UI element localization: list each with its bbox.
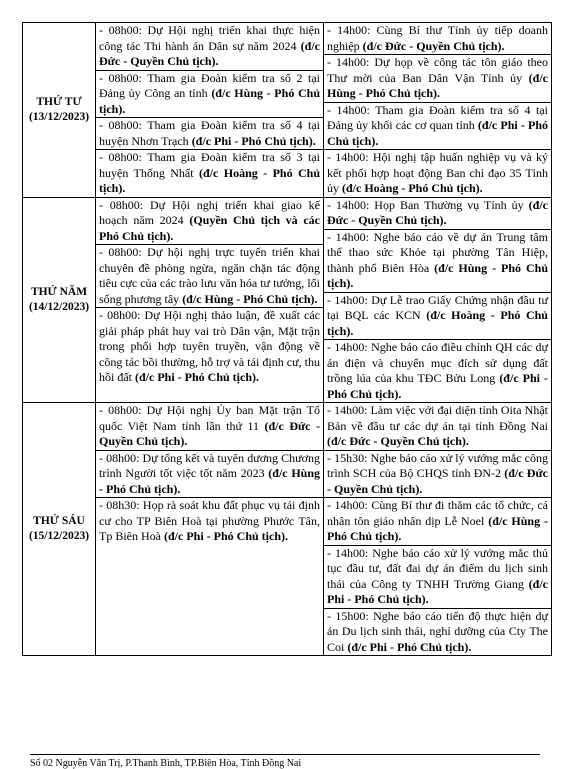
schedule-entry	[324, 450, 551, 498]
entry-assignee: (đ/c Đức - Quyền Chủ tịch).	[362, 38, 505, 53]
day-name: THỨ SÁU	[33, 515, 85, 527]
entry-assignee: (đ/c Đức - Quyền Chủ tịch).	[327, 466, 548, 496]
entry-text: - 14h00: Nghe báo cáo về dự án Trung tâm thể thao sức Khỏe tại phường Tân Hiệp, thành phố Biên Hòa	[327, 229, 548, 275]
entry-text: - 08h00: Dự Hội nghị triển khai thực hiện công tác Thi hành án Dân sự năm 2024	[99, 23, 320, 53]
entry-text: - 14h00: Làm việc với đại diện tỉnh Oita Nhật Bản về đầu tư các dự án tại tỉnh Đồng Nai	[327, 403, 548, 433]
schedule-entry	[324, 545, 551, 608]
morning-cell	[96, 23, 324, 198]
entry-text: - 08h00: Tham gia Đoàn kiểm tra số 2 tại Đảng ủy Công an tỉnh	[99, 70, 320, 100]
day-date: (13/12/2023)	[28, 110, 90, 123]
schedule-entry	[96, 450, 323, 498]
entry-text: - 15h30: Nghe báo cáo xử lý vướng mắc công trình SCH của Bộ CHQS tỉnh ĐN-2	[327, 450, 548, 480]
entry-assignee: (đ/c Phi - Phó Chủ tịch).	[164, 529, 289, 543]
entry-text: - 08h00: Dự tổng kết và tuyên dương Chương trình Người tốt việc tốt năm 2023	[99, 450, 320, 480]
day-cell	[23, 197, 96, 403]
day-date: (14/12/2023)	[28, 300, 90, 313]
footer-divider	[30, 754, 540, 755]
entry-text: - 08h00: Tham gia Đoàn kiểm tra số 4 tại huyện Nhơn Trạch	[99, 118, 320, 148]
entry-text: - 14h00: Cùng Bí thư Tỉnh ủy tiếp doanh nghiệp	[327, 23, 548, 53]
entry-assignee: (đ/c Phi - Phó Chủ tịch).	[135, 370, 260, 384]
entry-assignee: (đ/c Hùng - Phó Chủ tịch).	[182, 291, 318, 306]
morning-cell	[96, 403, 324, 656]
entry-text: - 14h00: Hội nghị tập huấn nghiệp vụ và ký kết phối hợp hoạt động Ban chỉ đạo 35 Tỉnh ủy	[327, 150, 548, 195]
schedule-entry	[96, 307, 323, 386]
schedule-entry	[324, 54, 551, 102]
entry-assignee: (đ/c Phi - Phó Chủ tịch).	[327, 118, 548, 148]
schedule-entry	[96, 149, 323, 197]
morning-cell	[96, 197, 324, 403]
entry-assignee: (đ/c Hùng - Phó Chủ tịch).	[327, 513, 548, 543]
day-cell	[23, 23, 96, 198]
entry-text: - 14h00: Nghe báo cáo điều chỉnh QH các dự án điện và chuyển mục đích sử dụng đất trồng lúa của khu TĐC Bửu Long	[327, 340, 548, 385]
entry-assignee: (đ/c Phi - Phó Chủ tịch).	[191, 133, 316, 148]
footer-address: Số 02 Nguyễn Văn Trị, P.Thanh Bình, TP.Biên Hòa, Tỉnh Đồng Nai	[30, 758, 302, 769]
schedule-row	[23, 197, 552, 403]
entry-text: - 08h30: Họp rà soát khu đất phục vụ tái định cư cho TP Biên Hoà tại phường Phước Tân, Tp Biên Hoà	[99, 498, 320, 543]
schedule-entry	[324, 292, 551, 340]
entry-text: - 08h00: Dự Hội nghị triển khai giao kế hoạch năm 2024	[99, 197, 320, 227]
schedule-entry	[96, 117, 323, 149]
schedule-entry	[96, 403, 323, 450]
entry-text: - 08h00: Dự Hội nghị thảo luận, đề xuất các giải pháp phát huy vai trò Dân vận, Mặt trận trong phối hợp tuyên truyền, vận động về công tác bồi thường, hỗ trợ và tái định cư, thu hồi đất	[99, 308, 320, 384]
schedule-entry	[96, 70, 323, 118]
entry-text: - 14h00: Cùng Bí thư đi thăm các tổ chức, cá nhân tôn giáo nhân dịp Lễ Noel	[327, 498, 548, 528]
day-cell	[23, 403, 96, 656]
entry-assignee: (đ/c Hùng - Phó Chủ tịch).	[327, 70, 548, 100]
entry-assignee: (đ/c Đức - Quyền Chủ tịch).	[99, 38, 320, 68]
entry-text: - 08h00: Tham gia Đoàn kiểm tra số 3 tại huyện Thống Nhất	[99, 150, 320, 180]
schedule-entry	[324, 403, 551, 450]
entry-text: - 08h00: Dự Hội nghị Ủy ban Mặt trận Tổ quốc Việt Nam tỉnh lần thứ 11	[99, 403, 320, 433]
entry-assignee: (đ/c Đức - Quyền Chủ tịch).	[327, 197, 548, 227]
entry-assignee: (đ/c Đức - Quyền Chủ tịch).	[99, 418, 320, 448]
schedule-entry	[96, 198, 323, 245]
day-date: (15/12/2023)	[28, 530, 90, 542]
entry-text: - 14h00: Dự Lễ trao Giấy Chứng nhận đầu tư tại BQL các KCN	[327, 292, 548, 322]
schedule-entry	[96, 244, 323, 307]
afternoon-cell	[324, 23, 552, 198]
schedule-entry	[324, 149, 551, 197]
schedule-entry	[324, 229, 551, 292]
entry-assignee: (đ/c Phi - Phó Chủ tịch).	[327, 576, 548, 606]
entry-assignee: (đ/c Hoàng - Phó Chủ tịch).	[327, 308, 548, 338]
entry-text: - 14h00: Họp Ban Thường vụ Tỉnh ủy	[327, 197, 529, 212]
entry-assignee: (đ/c Hùng - Phó Chủ tịch).	[99, 86, 320, 116]
entry-assignee: (đ/c Hùng - Phó Chủ tịch).	[99, 466, 320, 496]
entry-text: - 14h00: Tham gia Đoàn kiểm tra số 4 tại Đảng ủy khối các cơ quan tỉnh	[327, 102, 548, 132]
afternoon-cell	[324, 197, 552, 403]
entry-text: - 14h00: Dự họp về công tác tôn giáo theo Thư mời của Ban Dân Vận Tỉnh ủy	[327, 55, 548, 85]
afternoon-cell	[324, 403, 552, 656]
weekly-schedule-table	[22, 22, 552, 656]
entry-assignee: (đ/c Phi - Phó Chủ tịch).	[327, 371, 548, 401]
entry-text: - 15h00: Nghe báo cáo tiến độ thực hiện dự án Du lịch sinh thái, nghỉ dưỡng của Cty The Coi	[327, 608, 548, 654]
schedule-row	[23, 403, 552, 656]
entry-assignee: (đ/c Hoàng - Phó Chủ tịch).	[99, 165, 320, 195]
entry-assignee: (đ/c Hoàng - Phó Chủ tịch).	[342, 181, 483, 195]
day-name: THỨ TƯ	[36, 95, 82, 108]
schedule-entry	[324, 497, 551, 545]
schedule-entry	[96, 497, 323, 545]
entry-assignee: (đ/c Phi - Phó Chủ tịch).	[347, 639, 472, 654]
entry-text: - 08h00: Dự hội nghị trực tuyến triển khai chuyên đề phòng ngừa, ngăn chặn tác động tiêu cực của các trào lưu văn hóa tư tưởng, lối sống phương tây	[99, 245, 320, 306]
entry-assignee: (đ/c Hùng - Phó Chủ tịch).	[327, 260, 548, 290]
schedule-entry	[324, 198, 551, 229]
entry-assignee: (Quyền Chủ tịch và các Phó Chủ tịch).	[99, 213, 321, 243]
schedule-entry	[324, 23, 551, 54]
schedule-entry	[324, 102, 551, 150]
schedule-entry	[324, 608, 551, 656]
schedule-row	[23, 23, 552, 198]
schedule-entry	[324, 339, 551, 402]
entry-assignee: (đ/c Đức - Quyền Chủ tịch).	[327, 434, 469, 448]
day-name: THỨ NĂM	[30, 285, 88, 298]
schedule-page	[22, 22, 548, 656]
entry-text: - 14h00: Nghe báo cáo xử lý vướng mắc thủ tục đầu tư, đất đai dự án điểm du lịch sinh thái của Công ty TNHH Trường Giang	[327, 545, 548, 591]
schedule-entry	[96, 23, 323, 70]
